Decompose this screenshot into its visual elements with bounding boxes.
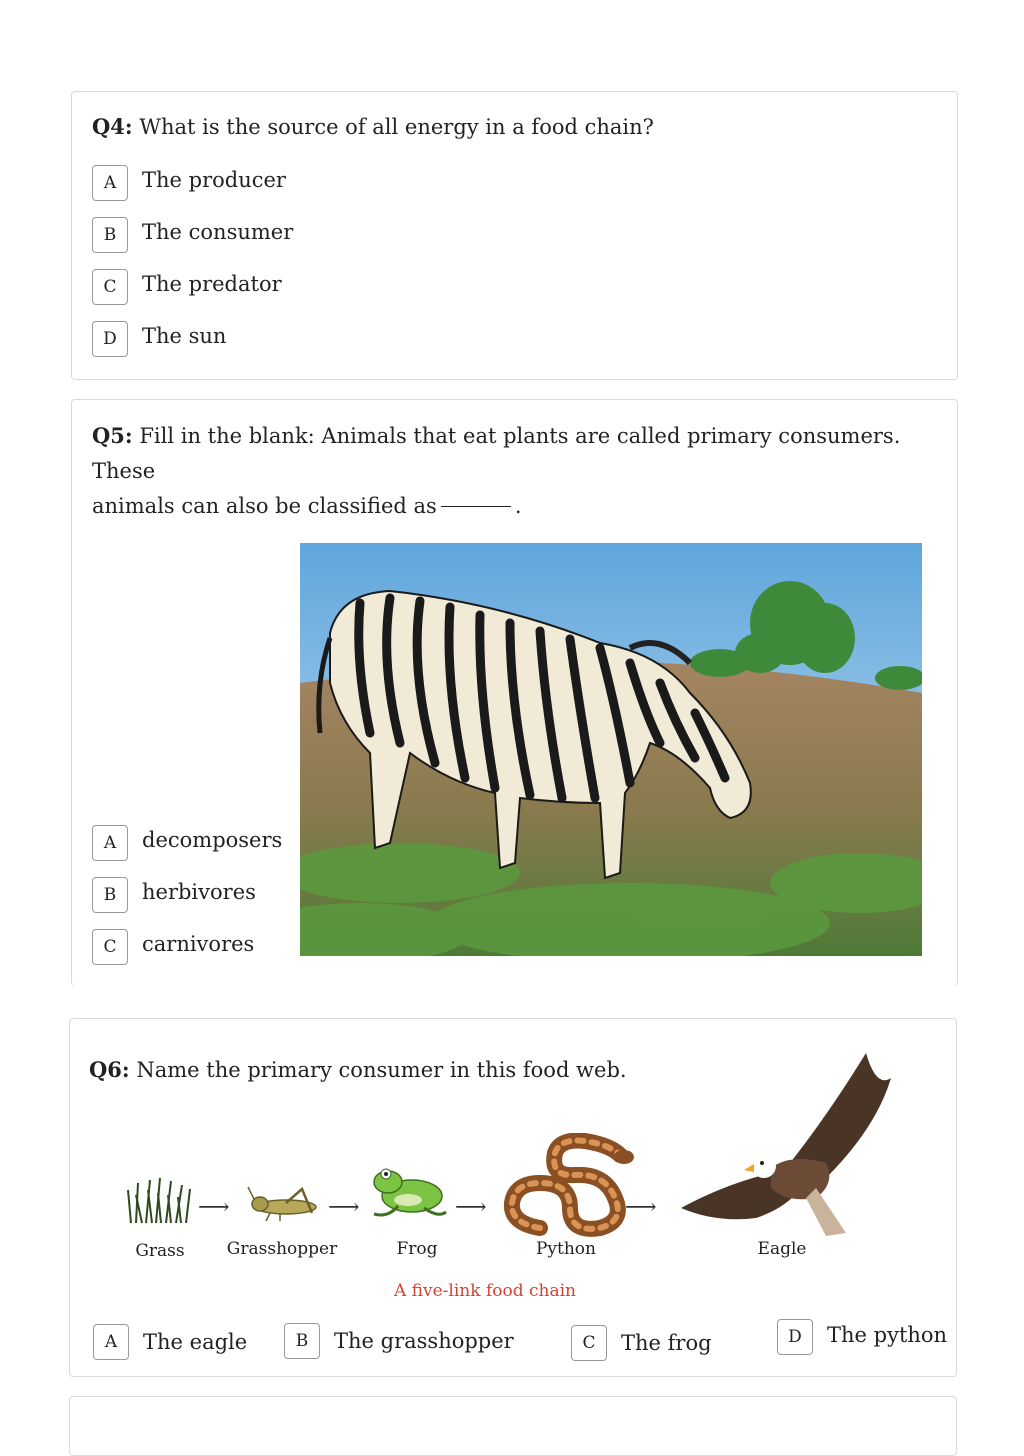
option-text: decomposers xyxy=(142,828,283,852)
option-text: The python xyxy=(827,1323,948,1347)
question-card-next xyxy=(69,1396,957,1456)
option-letter: C xyxy=(571,1325,607,1361)
option-letter: B xyxy=(284,1323,320,1359)
question-q5 xyxy=(92,418,932,524)
question-number: Q4: xyxy=(92,114,133,139)
arrow-icon: ⟶ xyxy=(625,1195,657,1220)
option-letter: C xyxy=(92,269,128,305)
option-text: The producer xyxy=(142,168,286,192)
option-text: herbivores xyxy=(142,880,256,904)
zebra-grazing-image xyxy=(300,543,922,956)
option-q4-c[interactable] xyxy=(92,269,282,305)
eagle-icon xyxy=(676,1048,898,1238)
python-icon xyxy=(500,1133,636,1238)
grass-icon xyxy=(126,1175,192,1225)
option-letter: A xyxy=(93,1324,129,1360)
grasshopper-icon xyxy=(246,1185,322,1223)
frog-icon xyxy=(368,1162,448,1220)
option-q5-c[interactable] xyxy=(92,929,254,965)
option-letter: C xyxy=(92,929,128,965)
option-letter: B xyxy=(92,217,128,253)
option-letter: B xyxy=(92,877,128,913)
option-q5-b[interactable] xyxy=(92,877,256,913)
chain-label-python: Python xyxy=(535,1239,596,1259)
option-text: carnivores xyxy=(142,932,255,956)
option-q6-a[interactable] xyxy=(93,1324,247,1360)
option-text: The frog xyxy=(621,1331,712,1355)
arrow-icon: ⟶ xyxy=(328,1195,360,1220)
option-q4-d[interactable] xyxy=(92,321,226,357)
option-text: The consumer xyxy=(142,220,294,244)
sentence-end: . xyxy=(514,494,522,518)
question-text: What is the source of all energy in a food chain? xyxy=(139,115,654,139)
chain-label-eagle: Eagle xyxy=(757,1239,807,1259)
option-q5-a[interactable] xyxy=(92,825,282,861)
option-q4-a[interactable] xyxy=(92,165,286,201)
figure-caption: A five-link food chain xyxy=(394,1281,576,1301)
option-q6-b[interactable] xyxy=(284,1323,514,1359)
option-letter: A xyxy=(92,825,128,861)
question-text-line1: Fill in the blank: Animals that eat plants are called primary consumers. These xyxy=(92,424,901,483)
question-text-line2: animals can also be classified as xyxy=(92,494,437,518)
arrow-icon: ⟶ xyxy=(198,1195,230,1220)
option-letter: A xyxy=(92,165,128,201)
chain-label-frog: Frog xyxy=(396,1239,438,1259)
chain-label-grass: Grass xyxy=(135,1241,185,1261)
answer-blank xyxy=(441,506,511,507)
option-q6-c[interactable] xyxy=(571,1325,712,1361)
option-text: The eagle xyxy=(143,1330,248,1354)
chain-label-grasshopper: Grasshopper xyxy=(226,1239,338,1259)
option-letter: D xyxy=(777,1319,813,1355)
option-text: The predator xyxy=(142,272,282,296)
question-number: Q5: xyxy=(92,423,133,448)
option-q6-d[interactable] xyxy=(777,1319,947,1355)
question-text: Name the primary consumer in this food web. xyxy=(136,1058,627,1082)
question-q6 xyxy=(89,1052,627,1088)
option-text: The sun xyxy=(142,324,227,348)
option-text: The grasshopper xyxy=(334,1329,514,1353)
question-number: Q6: xyxy=(89,1057,130,1082)
option-q4-b[interactable] xyxy=(92,217,293,253)
option-letter: D xyxy=(92,321,128,357)
arrow-icon: ⟶ xyxy=(455,1195,487,1220)
question-q4 xyxy=(92,109,654,145)
